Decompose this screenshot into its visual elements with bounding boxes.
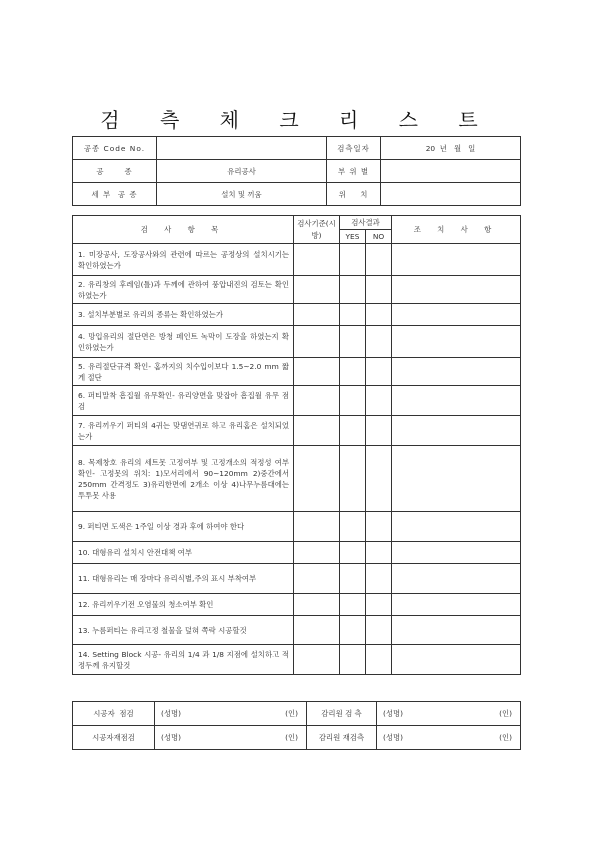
checklist-item-text: 13. 누름퍼티는 유리고정 철물을 덮혀 쪽락 시공할것 (73, 616, 294, 645)
sub-work-label: 세 부 공 종 (73, 183, 157, 206)
checklist-row (73, 645, 521, 675)
checklist-criteria-cell[interactable] (294, 645, 340, 675)
col-result-header: 검사결과 (340, 216, 392, 230)
checklist-item-text: 10. 대형유리 설치시 안전대책 여부 (73, 542, 294, 564)
work-code-label: 공종 Code No. (73, 137, 157, 160)
checklist-item-text: 8. 목제창호 유리의 세트못 고정여부 및 고정개소의 적정성 여부확인- 고정못의 위치: 1)모서리에서 90~120mm 2)중간에서 250mm 간격정도 3)유리한면에 2개소 이상 4)나무누름대에는 투투못 사용 (73, 446, 294, 512)
checklist-yes-cell[interactable] (340, 386, 366, 416)
inspection-date-label: 검측일자 (327, 137, 381, 160)
col-no-header: NO (366, 230, 392, 244)
checklist-criteria-cell[interactable] (294, 542, 340, 564)
checklist-yes-cell[interactable] (340, 276, 366, 304)
checklist-criteria-cell[interactable] (294, 386, 340, 416)
checklist-yes-cell[interactable] (340, 446, 366, 512)
supervisor-recheck-sign-field[interactable] (377, 726, 521, 750)
checklist-item-text: 12. 유리끼우기전 오염물의 청소여부 확인 (73, 594, 294, 616)
checklist-yes-cell[interactable] (340, 542, 366, 564)
contractor-manager-seal-label: (인) (285, 709, 298, 718)
work-type-field[interactable]: 유리공사 (157, 160, 327, 183)
checklist-yes-cell[interactable] (340, 616, 366, 645)
supervisor-sign-field[interactable] (377, 702, 521, 726)
checklist-action-cell[interactable] (392, 594, 521, 616)
supervisor-recheck-seal-label: (인) (499, 733, 512, 742)
checklist-action-cell[interactable] (392, 564, 521, 594)
checklist-row (73, 416, 521, 446)
checklist-action-cell[interactable] (392, 386, 521, 416)
department-label: 부 위 별 (327, 160, 381, 183)
signature-table (72, 701, 521, 750)
location-field[interactable] (381, 183, 521, 206)
checklist-yes-cell[interactable] (340, 244, 366, 276)
checklist-no-cell[interactable] (366, 564, 392, 594)
checklist-item-text: 3. 설치부분별로 유리의 종류는 확인하였는가 (73, 304, 294, 326)
checklist-row (73, 616, 521, 645)
checklist-criteria-cell[interactable] (294, 276, 340, 304)
col-yes-header: YES (340, 230, 366, 244)
checklist-row (73, 542, 521, 564)
inspection-date-field[interactable]: 20 년 월 일 (381, 137, 521, 160)
location-label: 위 치 (327, 183, 381, 206)
checklist-row (73, 244, 521, 276)
supervisor-name-label: (성명) (383, 709, 404, 718)
checklist-no-cell[interactable] (366, 645, 392, 675)
checklist-no-cell[interactable] (366, 304, 392, 326)
checklist-item-text: 7. 유리끼우기 퍼티의 4귀는 맞댐연귀로 하고 유리홈은 설치되었는가 (73, 416, 294, 446)
department-field[interactable] (381, 160, 521, 183)
supervisor-recheck-name-label: (성명) (383, 733, 404, 742)
checklist-action-cell[interactable] (392, 358, 521, 386)
checklist-criteria-cell[interactable] (294, 244, 340, 276)
checklist-item-text: 6. 퍼티말착 흠집월 유무확인- 유리양면을 맞잡아 흠집월 유무 점검 (73, 386, 294, 416)
checklist-item-text: 4. 망입유리의 절단면은 방청 페인트 녹막이 도장을 하였는지 확인하였는가 (73, 326, 294, 358)
checklist-yes-cell[interactable] (340, 416, 366, 446)
checklist-row (73, 446, 521, 512)
checklist-action-cell[interactable] (392, 645, 521, 675)
checklist-action-cell[interactable] (392, 446, 521, 512)
checklist-yes-cell[interactable] (340, 594, 366, 616)
checklist-action-cell[interactable] (392, 616, 521, 645)
checklist-table (72, 215, 521, 675)
checklist-no-cell[interactable] (366, 512, 392, 542)
checklist-criteria-cell[interactable] (294, 616, 340, 645)
checklist-criteria-cell[interactable] (294, 416, 340, 446)
checklist-yes-cell[interactable] (340, 645, 366, 675)
supervisor-recheck-label: 감리원 재검측 (307, 726, 377, 750)
checklist-yes-cell[interactable] (340, 326, 366, 358)
checklist-row (73, 304, 521, 326)
checklist-no-cell[interactable] (366, 446, 392, 512)
checklist-row (73, 386, 521, 416)
contractor-manager-name-label: (성명) (161, 709, 182, 718)
checklist-action-cell[interactable] (392, 512, 521, 542)
checklist-no-cell[interactable] (366, 244, 392, 276)
checklist-row (73, 512, 521, 542)
checklist-no-cell[interactable] (366, 358, 392, 386)
checklist-action-cell[interactable] (392, 304, 521, 326)
checklist-row (73, 564, 521, 594)
checklist-row (73, 326, 521, 358)
checklist-action-cell[interactable] (392, 276, 521, 304)
checklist-item-text: 14. Setting Block 시공- 유리의 1/4 과 1/8 지점에 설치하고 적정두께 유지할것 (73, 645, 294, 675)
checklist-criteria-cell[interactable] (294, 594, 340, 616)
checklist-yes-cell[interactable] (340, 358, 366, 386)
supervisor-seal-label: (인) (499, 709, 512, 718)
col-action-header: 조 치 사 항 (392, 216, 521, 244)
checklist-yes-cell[interactable] (340, 512, 366, 542)
checklist-item-text: 5. 유리절단규격 확인- 홈까지의 치수입이보다 1.5~2.0 mm 짧게 절단 (73, 358, 294, 386)
col-criteria-header: 검사기준(시방) (294, 216, 340, 244)
checklist-item-text: 11. 대형유리는 매 장마다 유리식별,주의 표시 부착여부 (73, 564, 294, 594)
checklist-row (73, 358, 521, 386)
page-title: 검 측 체 크 리 스 트 (100, 108, 495, 132)
checklist-criteria-cell[interactable] (294, 326, 340, 358)
checklist-item-text: 1. 미장공사, 도장공사와의 관련에 따르는 공정상의 설치시기는 확인하였는가 (73, 244, 294, 276)
work-code-field[interactable] (157, 137, 327, 160)
checklist-criteria-cell[interactable] (294, 564, 340, 594)
work-type-label: 공 종 (73, 160, 157, 183)
contractor-recheck-name-label: (성명) (161, 733, 182, 742)
supervisor-label: 감리원 검 측 (307, 702, 377, 726)
checklist-item-text: 9. 퍼티면 도색은 1주일 이상 경과 후에 하여야 한다 (73, 512, 294, 542)
checklist-no-cell[interactable] (366, 416, 392, 446)
checklist-row (73, 594, 521, 616)
checklist-no-cell[interactable] (366, 616, 392, 645)
contractor-recheck-sign-field[interactable] (155, 726, 307, 750)
sub-work-field[interactable]: 설치 및 끼움 (157, 183, 327, 206)
checklist-yes-cell[interactable] (340, 564, 366, 594)
checklist-no-cell[interactable] (366, 276, 392, 304)
col-items-header: 검 사 항 목 (73, 216, 294, 244)
contractor-manager-label: 시공자 점검 (73, 702, 155, 726)
checklist-criteria-cell[interactable] (294, 512, 340, 542)
checklist-action-cell[interactable] (392, 416, 521, 446)
checklist-criteria-cell[interactable] (294, 304, 340, 326)
checklist-item-text: 2. 유리창의 후레임(틀)과 두께에 관하여 풍압내진의 검토는 확인하였는가 (73, 276, 294, 304)
checklist-no-cell[interactable] (366, 326, 392, 358)
checklist-criteria-cell[interactable] (294, 446, 340, 512)
checklist-row (73, 276, 521, 304)
checklist-action-cell[interactable] (392, 244, 521, 276)
checklist-action-cell[interactable] (392, 326, 521, 358)
contractor-manager-sign-field[interactable] (155, 702, 307, 726)
checklist-action-cell[interactable] (392, 542, 521, 564)
checklist-no-cell[interactable] (366, 542, 392, 564)
checklist-no-cell[interactable] (366, 386, 392, 416)
header-table (72, 136, 521, 206)
checklist-no-cell[interactable] (366, 594, 392, 616)
checklist-yes-cell[interactable] (340, 304, 366, 326)
contractor-recheck-label: 시공자재점검 (73, 726, 155, 750)
checklist-criteria-cell[interactable] (294, 358, 340, 386)
contractor-recheck-seal-label: (인) (285, 733, 298, 742)
